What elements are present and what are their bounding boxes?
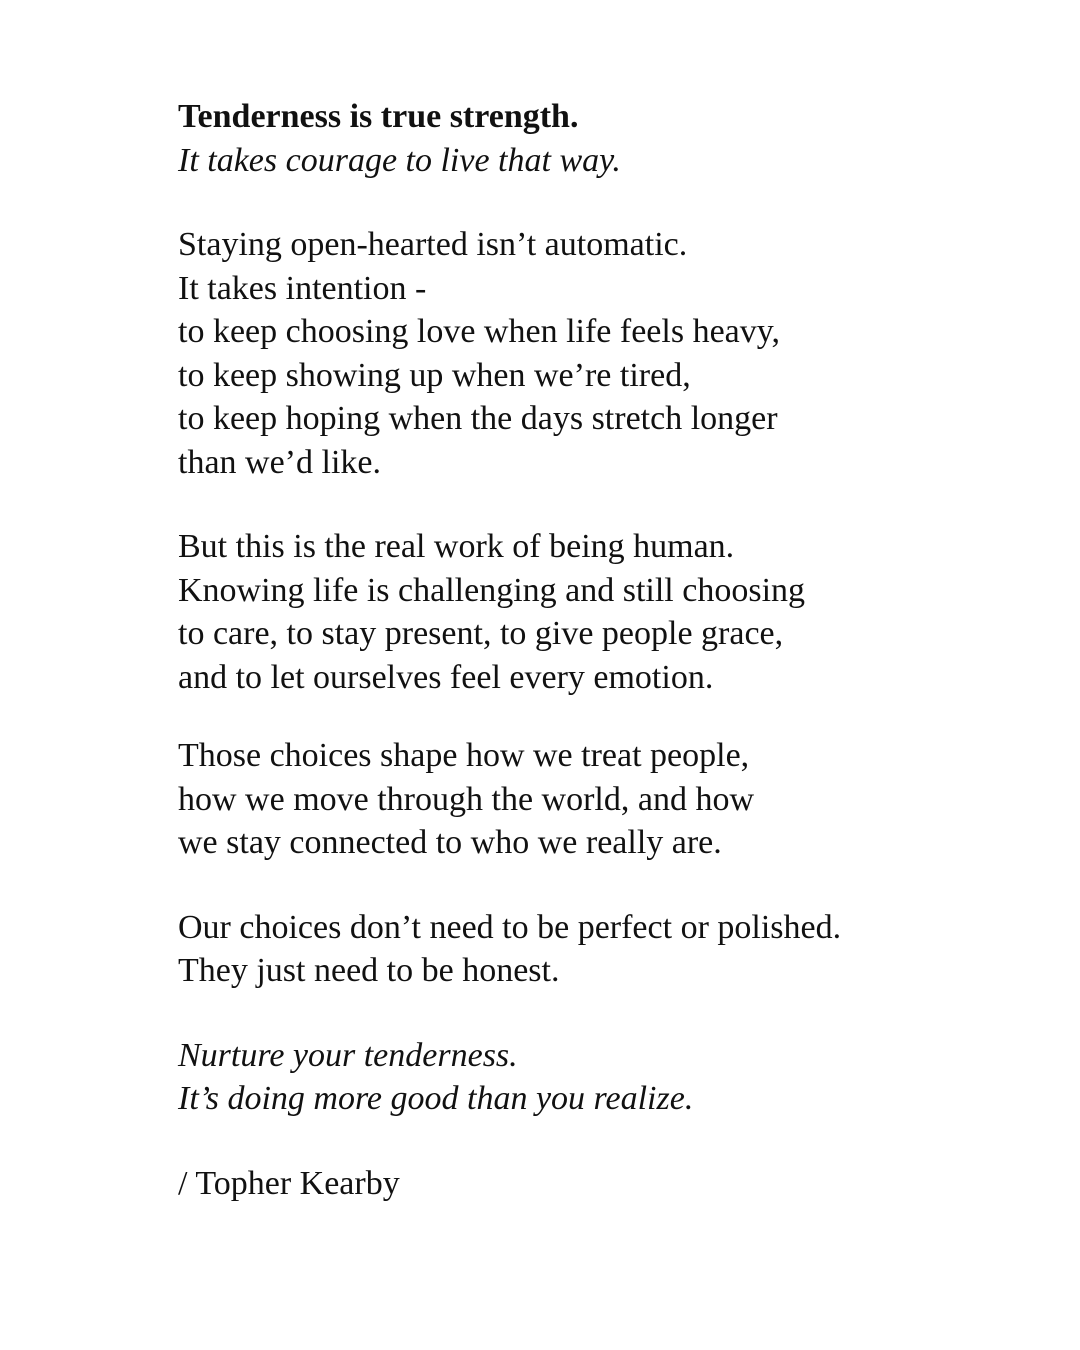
stanza-line: how we move through the world, and how xyxy=(178,780,755,818)
stanza-line: to keep choosing love when life feels heavy, xyxy=(178,313,781,350)
title-stanza xyxy=(178,95,1038,182)
stanza-line: to keep showing up when we’re tired, xyxy=(178,356,691,394)
stanza-line: But this is the real work of being human. xyxy=(178,528,735,565)
stanza-line: to care, to stay present, to give people grace, xyxy=(178,615,784,652)
stanza-1 xyxy=(178,223,1038,484)
stanza-3 xyxy=(178,734,1038,865)
stanza-line: Staying open-hearted isn’t automatic. xyxy=(178,226,688,263)
author-signature xyxy=(178,1162,1038,1206)
poem-title: Tenderness is true strength. xyxy=(178,98,579,135)
stanza-line: and to let ourselves feel every emotion. xyxy=(178,658,714,696)
stanza-2 xyxy=(178,525,1038,699)
stanza-4 xyxy=(178,906,1038,993)
poem-subtitle: It takes courage to live that way. xyxy=(178,141,621,179)
stanza-line: we stay connected to who we really are. xyxy=(178,824,722,861)
closing-line: It’s doing more good than you realize. xyxy=(178,1080,694,1117)
stanza-line: than we’d like. xyxy=(178,443,381,481)
closing-stanza xyxy=(178,1034,1038,1121)
stanza-line: Our choices don’t need to be perfect or polished. xyxy=(178,908,842,946)
poem-text-block xyxy=(178,95,1038,1205)
author-name: / Topher Kearby xyxy=(178,1164,400,1202)
stanza-line: They just need to be honest. xyxy=(178,952,560,989)
stanza-line: Knowing life is challenging and still choosing xyxy=(178,571,806,609)
stanza-line: It takes intention - xyxy=(178,269,427,307)
stanza-line: to keep hoping when the days stretch longer xyxy=(178,400,778,437)
closing-line: Nurture your tenderness. xyxy=(178,1036,518,1074)
stanza-line: Those choices shape how we treat people, xyxy=(178,737,750,774)
